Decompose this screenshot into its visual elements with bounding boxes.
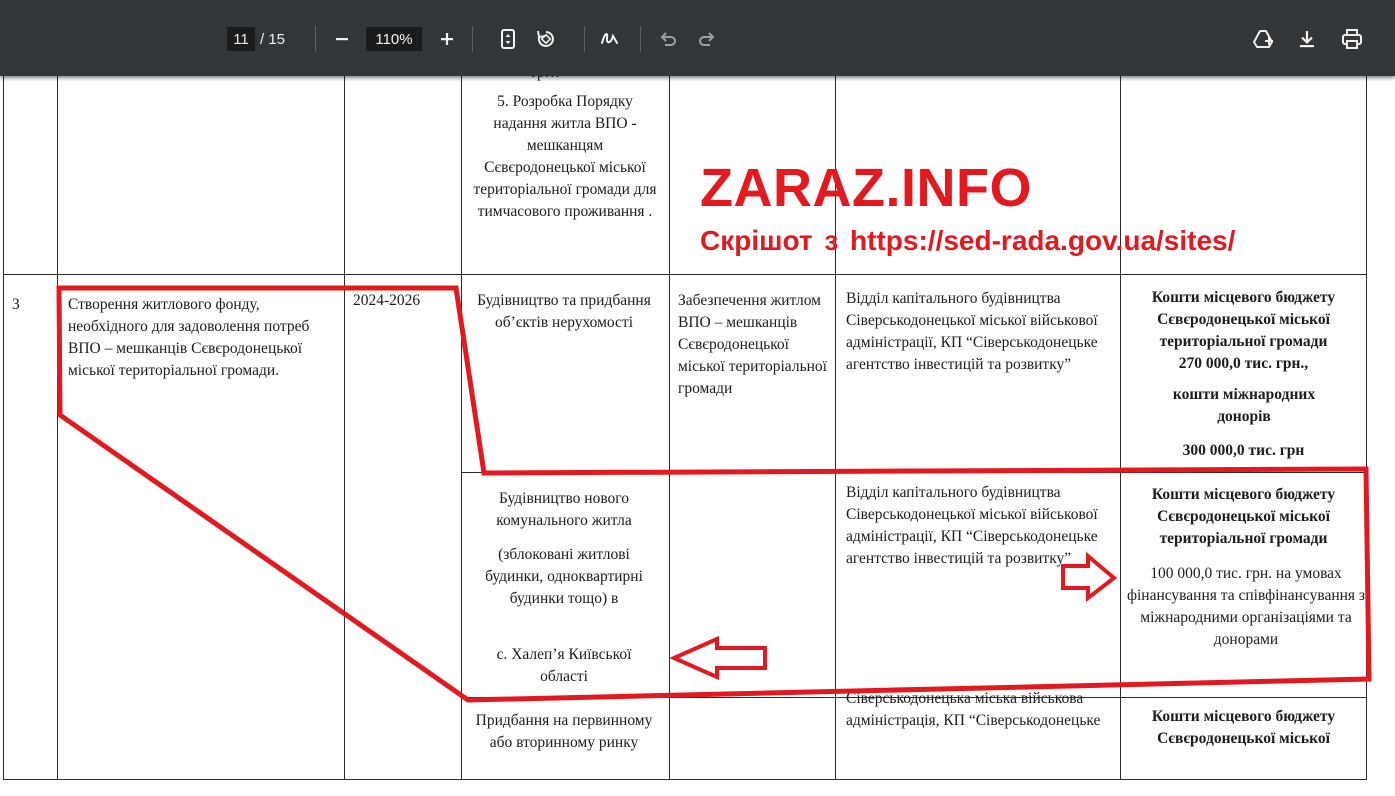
plus-icon [436,28,458,50]
toolbar-divider [584,26,585,52]
toolbar-divider [640,26,641,52]
cell-executor-3: Сіверськодонецька міська військова адміністрація, КП “Сіверськодонецьке [846,690,1101,729]
print-icon [1341,28,1363,50]
cell-measure-1: Будівництво та придбання об’єктів нерухомості [477,292,651,331]
redo-button[interactable] [693,25,721,53]
draw-button[interactable] [596,25,624,53]
cell-goal: Створення житлового фонду, необхідного для задоволення потреб ВПО – мешканців Сєвєродонецької міської територіальної громади. [68,296,310,379]
annotation-overlay [0,76,1395,796]
table-border [3,274,1367,275]
document-page [0,76,1395,796]
table-border [1366,76,1367,779]
redo-icon [696,28,718,50]
cell-funding-1-title2: кошти міжнародних донорів [1172,386,1316,425]
cell-funding-2-title: Кошти місцевого бюджету Сєвєродонецької міської територіальної громади [1151,486,1336,547]
drive-icon [1252,28,1274,50]
table-border [461,76,462,779]
cell-measure-3: Придбання на первинному або вторинному ринку [475,712,653,751]
cell-funding-3-title: Кошти місцевого бюджету Сєвєродонецької міської [1151,708,1336,747]
cell-measure-2: Будівництво нового комунального житла [496,490,632,529]
table-border [1120,76,1121,779]
download-button[interactable] [1293,25,1321,53]
table-border [3,779,1367,780]
cell-result-1: Забезпечення житлом ВПО – мешканців Сєвєродонецької міської територіальної громади [678,292,827,397]
pdf-toolbar [0,0,1395,76]
zoom-out-button[interactable] [328,25,356,53]
undo-button[interactable] [654,25,682,53]
fit-page-button[interactable] [494,25,522,53]
zoom-input[interactable]: 110% [366,27,422,51]
table-border [3,76,4,779]
rotate-icon [535,28,557,50]
table-border [669,76,670,779]
page-total: / 15 [260,30,286,48]
page-number-input[interactable]: 11 [227,27,255,51]
watermark-title: ZARAZ.INFO [700,158,1032,218]
print-button[interactable] [1338,25,1366,53]
watermark-subtitle: Скрішот з https://sed-rada.gov.ua/sites/ [700,225,1236,256]
minus-icon [331,28,353,50]
fit-page-icon [497,28,519,50]
cell-funding-1-title: Кошти місцевого бюджету Сєвєродонецької міської територіальної громади [1151,289,1336,350]
cell-executor-2: Відділ капітального будівництва Сіверськодонецької міської військової адміністрації, КП “Сіверськодонецьке агентство інвестицій та розвитку” [846,484,1098,567]
cell-period: 2024-2026 [353,292,421,309]
table-border [344,76,345,779]
cell-executor-1: Відділ капітального будівництва Сіверськодонецької міської військової адміністрації, КП “Сіверськодонецьке агентство інвестицій та розвитку” [846,290,1098,373]
cell-funding-1-amount2: 300 000,0 тис. грн [1182,442,1305,459]
download-icon [1296,28,1318,50]
arrow-left-icon [674,639,765,677]
draw-icon [599,28,621,50]
table-border [461,472,1367,473]
cell-funding-1-amount: 270 000,0 тис. грн., [1178,355,1309,372]
table-border [57,76,58,779]
cell-row-number: 3 [12,296,20,313]
zoom-in-button[interactable] [433,25,461,53]
cell-funding-2-text: 100 000,0 тис. грн. на умовах фінансування та співфінансування з міжнародними організаціями та донорами [1126,565,1366,648]
cell-measure-2-detail: (зблоковані житлові будинки, одноквартирні будинки тощо) в [485,546,643,607]
cell-measure-2-place: с. Халеп’я Київської області [496,646,632,685]
toolbar-divider [315,26,316,52]
undo-icon [657,28,679,50]
add-to-drive-button[interactable] [1249,25,1277,53]
toolbar-divider [472,26,473,52]
cell-measure-prev: 5. Розробка Порядку надання житла ВПО - мешканцям Сєвєродонецької міської територіальної громади для тимчасового проживання . [473,93,657,220]
rotate-button[interactable] [532,25,560,53]
